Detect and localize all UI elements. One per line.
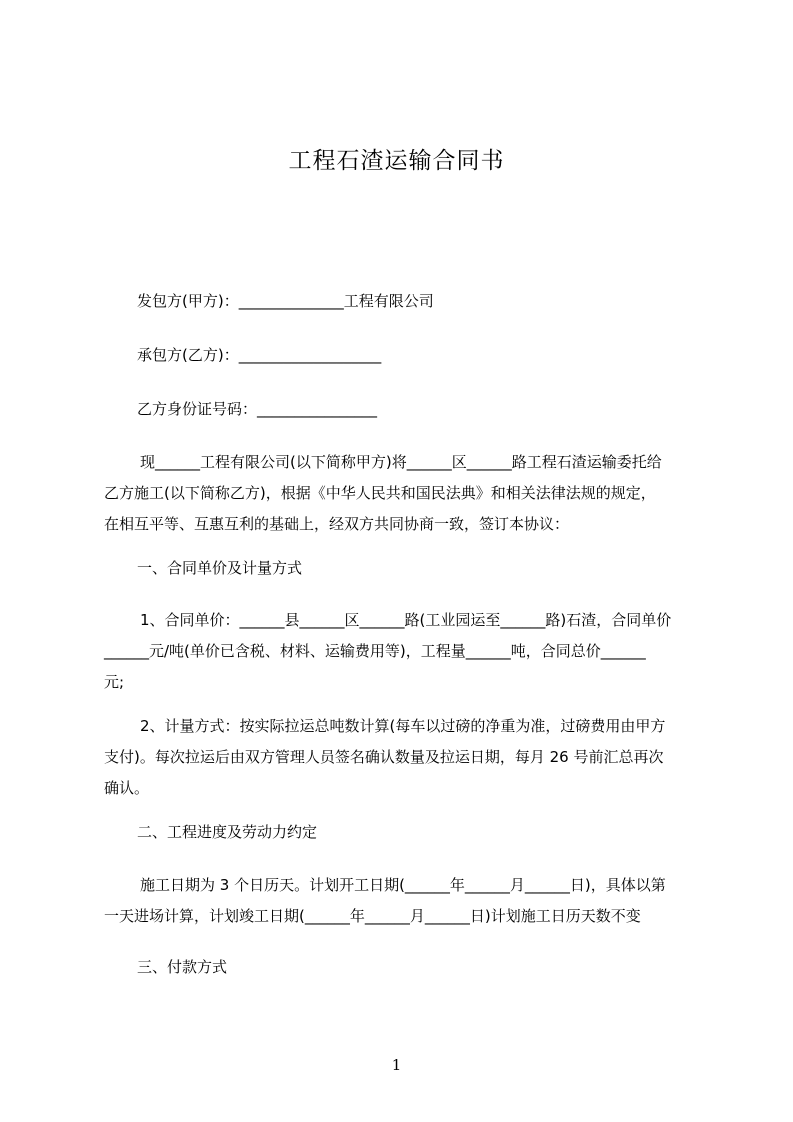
clause-2-line-2: 支付)。每次拉运后由双方管理人员签名确认数量及拉运日期，每月 26 号前汇总再次	[104, 748, 664, 766]
party-b-line: 承包方(乙方)：___________________	[137, 346, 382, 364]
intro-line-3: 在相互平等、互惠互利的基础上，经双方共同协商一致，签订本协议：	[104, 515, 570, 533]
section-3-heading: 三、付款方式	[137, 958, 228, 976]
clause-2-paragraph	[104, 711, 704, 804]
intro-line-1: 现______工程有限公司(以下简称甲方)将______区______路工程石渣运输委托给	[140, 453, 662, 471]
party-a-line: 发包方(甲方)：______________工程有限公司	[137, 292, 434, 310]
clause-2-line-1: 2、计量方式：按实际拉运总吨数计算(每车以过磅的净重为准，过磅费用由甲方	[140, 717, 666, 735]
clause-1-line-1: 1、合同单价：______县______区______路(工业园运至______路)石渣，合同单价	[140, 611, 672, 629]
clause-1-paragraph	[104, 605, 704, 698]
intro-paragraph	[104, 447, 704, 540]
id-number-line: 乙方身份证号码：________________	[137, 400, 378, 418]
intro-line-2: 乙方施工(以下简称乙方)，根据《中华人民共和国民法典》和相关法律法规的规定，	[104, 484, 656, 502]
schedule-line-1: 施工日期为 3 个日历天。计划开工日期(______年______月______日)，具体以第	[140, 876, 666, 894]
clause-2-line-3: 确认。	[104, 779, 150, 797]
section-1-heading: 一、合同单价及计量方式	[137, 559, 303, 577]
schedule-line-2: 一天进场计算，计划竣工日期(______年______月______日)计划施工日历天数不变	[104, 907, 641, 925]
page-number: 1	[391, 1056, 402, 1074]
clause-1-line-2: ______元/吨(单价已含税、材料、运输费用等)，工程量______吨，合同总价______	[104, 642, 646, 660]
clause-1-line-3: 元;	[104, 673, 125, 691]
schedule-paragraph	[104, 870, 704, 932]
section-2-heading: 二、工程进度及劳动力约定	[137, 823, 318, 841]
document-title: 工程石渣运输合同书	[288, 148, 505, 174]
